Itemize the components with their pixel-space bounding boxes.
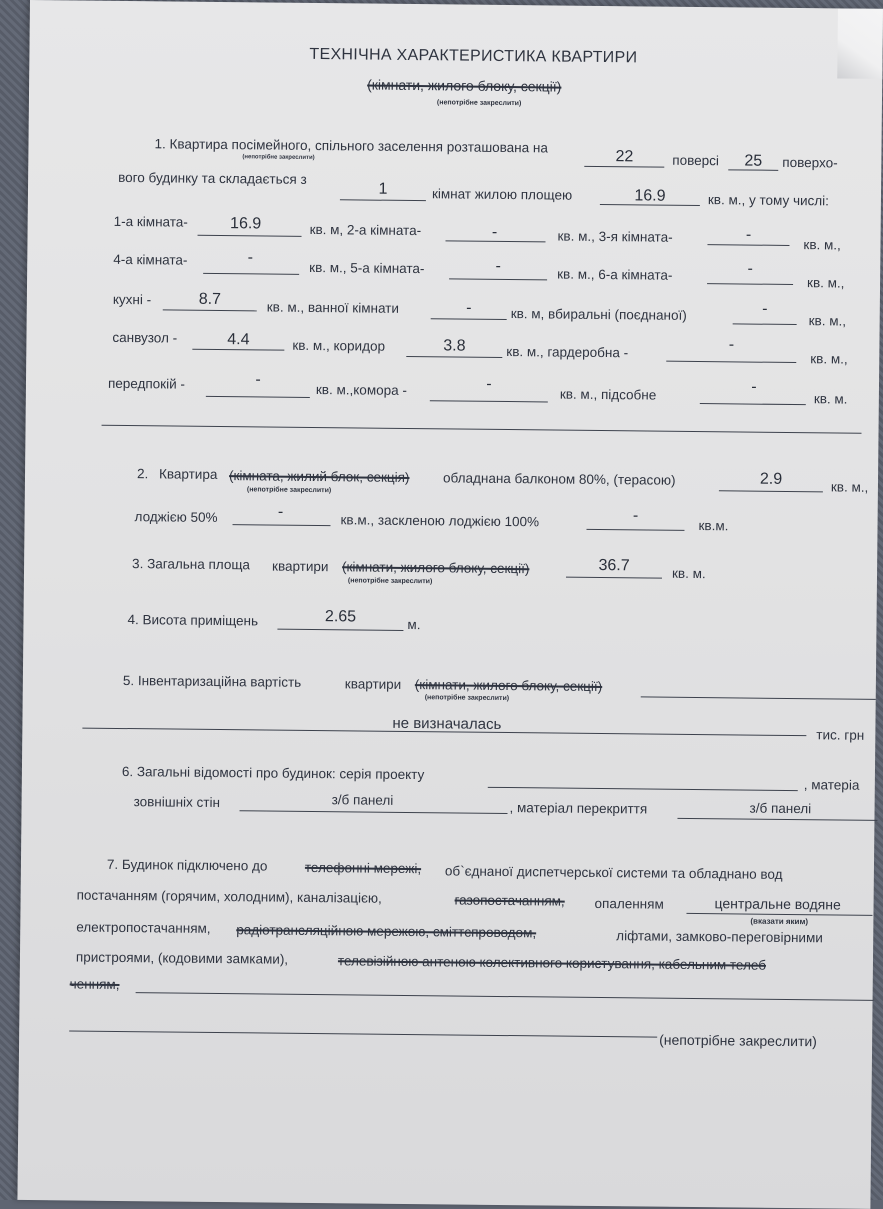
room6-label: кв. м., 6-а кімната- [557, 266, 673, 283]
utility-value: - [751, 378, 757, 396]
kitchen-value: 8.7 [198, 290, 222, 309]
s7-l2a: постачанням (горячим, холодним), каналізацією, [76, 887, 382, 906]
floors-label: поверхо- [782, 154, 838, 171]
s5-unit: тис. грн [816, 727, 865, 743]
s7-l1a: 7. Будинок підключено до [106, 856, 268, 874]
s2-unit: кв. м., [830, 479, 869, 495]
s7-l2b: опаленням [594, 895, 664, 912]
s5-lead: 5. Інвентаризаційна вартість [122, 673, 302, 690]
s6-floors-label: , матеріал перекриття [509, 800, 648, 817]
s7-l3strike: радіотрансляційною мережою, сміттєпроводом, [236, 922, 537, 941]
room2-value: - [491, 223, 498, 241]
s6-after: , матеріа [803, 777, 860, 793]
toilet-label: кв. м, вбиральні (поєднаної) [510, 306, 687, 323]
balcony-value: 2.9 [759, 470, 783, 488]
s3-unit: кв. м. [671, 565, 706, 582]
pantry-value: - [486, 375, 492, 393]
room4-value: - [247, 249, 254, 267]
toilet-value: - [762, 300, 768, 318]
room4-label: 4-а кімната- [113, 251, 188, 268]
unit-c: кв. м., [808, 313, 847, 329]
s7-l1b: об`єднаної диспетчерської системи та обладнано вод [444, 863, 783, 882]
room1-value: 16.9 [230, 215, 262, 233]
glazed-value: - [632, 507, 639, 525]
s1-line2b: кімнат жилою площею [431, 186, 573, 203]
title-note: (непотрібне закреслити) [436, 99, 522, 108]
loggia-label: лоджією 50% [134, 509, 218, 525]
glazed-label: кв.м., заскленою лоджією 100% [340, 512, 540, 530]
s7-l3b: ліфтами, замково-переговірними [616, 928, 823, 946]
s5-word: квартири [344, 676, 402, 692]
floors-total-value: 25 [744, 152, 763, 170]
bath-label: кв. м., ванної кімнати [266, 299, 400, 316]
floors-material-value: з/б панелі [749, 800, 812, 817]
s2-strike: (кімната, жилий блок, секція) [228, 468, 410, 485]
heating-value: центральне водяне [714, 895, 841, 913]
s4-unit: м. [407, 616, 421, 633]
s2-num: 2. [136, 466, 149, 482]
s7-l4strike: телевізійною антеною колективного користування, кабельним телеб [337, 953, 767, 973]
wardrobe-value: - [728, 336, 735, 354]
utility-label: кв. м., підсобне [559, 386, 657, 403]
s3-note: (непотрібне закреслити) [347, 577, 433, 586]
s7-l4a: пристроями, (кодовими замками), [75, 949, 289, 967]
room3-label: кв. м., 3-я кімната- [557, 228, 673, 245]
room5-label: кв. м., 5-а кімната- [309, 259, 425, 277]
room3-value: - [745, 226, 752, 244]
hall-value: - [255, 371, 261, 389]
s1-lead: 1. Квартира посімейного, спільного заселення розташована на [154, 136, 548, 156]
unit-a: кв. м., [803, 237, 841, 253]
document-title: ТЕХНІЧНА ХАРАКТЕРИСТИКА КВАРТИРИ [309, 45, 638, 67]
walls-label: зовнішніх стін [133, 794, 221, 811]
document-subtitle: (кімнати, жилого блоку, секції) [367, 76, 562, 95]
s5-strike: (кімнати, жилого блоку, секції) [414, 677, 603, 695]
s6-lead: 6. Загальні відомості про будинок: серія проекту [121, 764, 425, 783]
wardrobe-label: кв. м., гардеробна - [506, 344, 629, 361]
bath-value: - [466, 299, 472, 317]
pantry-label: кв. м.,комора - [315, 382, 407, 398]
s7-l1strike: телефонні мережі, [304, 859, 422, 877]
s4-lead: 4. Висота приміщень [127, 612, 259, 629]
room6-value: - [747, 260, 753, 278]
room2-label: кв. м, 2-а кімната- [309, 221, 422, 239]
s3-lead: 3. Загальна площа [132, 556, 251, 573]
s5-note: (непотрібне закреслити) [424, 694, 510, 703]
folded-corner [837, 8, 883, 78]
s2-unit2: кв.м. [698, 518, 729, 534]
unit-d: кв. м., [810, 351, 848, 367]
loggia-value: - [277, 503, 284, 521]
s7-l2strike: газопостачанням, [454, 892, 565, 909]
s2-note: (непотрібне закреслити) [246, 486, 332, 495]
floor-label: поверсі [672, 152, 720, 169]
height-value: 2.65 [324, 608, 357, 626]
s7-l3a: електропостачанням, [76, 919, 211, 936]
s1-line2c: кв. м., у тому числі: [707, 192, 830, 209]
rooms-value: 1 [378, 180, 388, 198]
s3-word: квартири [272, 558, 329, 575]
s1-lead-note: (непотрібне закреслити) [242, 154, 315, 161]
living-area-value: 16.9 [634, 187, 666, 205]
s2-word: Квартира [158, 466, 218, 482]
footer-note: (непотрібне закреслити) [659, 1031, 817, 1050]
document-sheet [17, 0, 883, 1209]
floor-value: 22 [615, 148, 634, 166]
s3-strike: (кімнати, жилого блоку, секції) [342, 559, 530, 577]
room5-value: - [495, 257, 501, 275]
walls-value: з/б панелі [331, 792, 394, 808]
total-area-value: 36.7 [598, 556, 630, 575]
kitchen-label: кухні - [112, 291, 152, 308]
sanuzol-value: 4.4 [227, 331, 250, 349]
inventory-value: не визначалась [392, 714, 502, 733]
corridor-label: кв. м., коридор [292, 337, 386, 354]
s7-l5strike: ченням, [69, 976, 120, 992]
sanuzol-label: санвузол - [112, 329, 178, 346]
s2-rest: обладнана балконом 80%, (терасою) [442, 470, 676, 488]
unit-b: кв. м., [807, 275, 845, 291]
room1-label: 1-а кімната- [113, 213, 188, 230]
heating-note: (вказати яким) [750, 916, 809, 927]
hall-label: передпокій - [107, 375, 186, 392]
corridor-value: 3.8 [443, 337, 466, 355]
s1-line2a: вого будинку та складається з [118, 169, 307, 187]
unit-e: кв. м. [813, 391, 848, 407]
